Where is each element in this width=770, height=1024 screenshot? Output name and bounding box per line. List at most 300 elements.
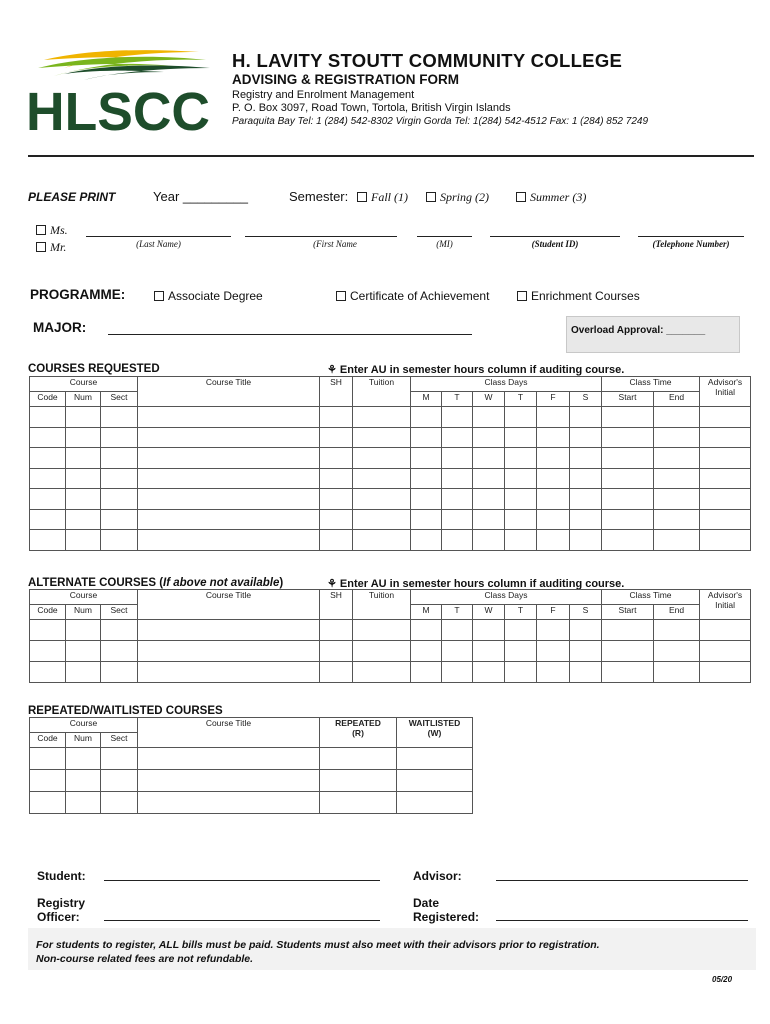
logo-text: HLSCC	[26, 82, 210, 136]
table-cell[interactable]	[537, 509, 570, 530]
table-cell[interactable]	[411, 530, 442, 551]
table-cell[interactable]	[700, 509, 751, 530]
table-cell[interactable]	[353, 448, 411, 469]
table-cell[interactable]	[570, 620, 602, 641]
table-cell[interactable]	[138, 407, 320, 428]
table-cell[interactable]	[101, 427, 138, 448]
table-cell[interactable]	[537, 468, 570, 489]
table-cell[interactable]	[570, 468, 602, 489]
last-name-label: (Last Name)	[136, 239, 181, 249]
table-row	[30, 620, 751, 641]
table-cell[interactable]	[101, 770, 138, 792]
table-cell[interactable]	[353, 407, 411, 428]
table-cell[interactable]	[353, 468, 411, 489]
table-cell[interactable]	[320, 641, 353, 662]
table-cell[interactable]	[353, 641, 411, 662]
sh-header: SH	[320, 377, 353, 407]
table-cell[interactable]	[66, 407, 101, 428]
code-header: Code	[30, 605, 66, 620]
student-id-label: (Student ID)	[531, 239, 579, 249]
table-cell[interactable]	[101, 468, 138, 489]
alternate-audit-note-text: Enter AU in semester hours column if auditing course.	[339, 578, 625, 590]
table-cell[interactable]	[320, 448, 353, 469]
table-cell[interactable]	[505, 489, 537, 510]
footer-line-1: For students to register, ALL bills must be paid. Students must also meet with their advisors prior to registration.	[36, 939, 600, 951]
day-header: W	[473, 392, 505, 407]
table-row	[30, 530, 751, 551]
mr-checkbox[interactable]	[36, 242, 46, 252]
audit-note-text: Enter AU in semester hours column if auditing course.	[339, 364, 625, 376]
associate-checkbox[interactable]	[154, 291, 164, 301]
table-cell[interactable]	[30, 509, 66, 530]
table-row	[30, 489, 751, 510]
table-cell[interactable]	[442, 468, 473, 489]
table-cell[interactable]	[138, 770, 320, 792]
contact-numbers: Paraquita Bay Tel: 1 (284) 542-8302 Virgin Gorda Tel: 1(284) 542-4512 Fax: 1 (284) 852 7249	[232, 116, 649, 127]
student-signature-label: Student:	[37, 869, 86, 883]
sh-header: SH	[320, 590, 353, 620]
table-cell[interactable]	[473, 489, 505, 510]
table-cell[interactable]	[473, 468, 505, 489]
table-cell[interactable]	[411, 427, 442, 448]
date-label: Date	[413, 896, 440, 910]
table-cell[interactable]	[320, 468, 353, 489]
summer-checkbox[interactable]	[516, 192, 526, 202]
advisor-initial-header: Advisor's Initial	[700, 377, 751, 407]
table-cell[interactable]	[602, 468, 654, 489]
table-cell[interactable]	[66, 427, 101, 448]
spring-label: Spring (2)	[440, 190, 489, 204]
footer-line-2: Non-course related fees are not refundable.	[36, 953, 254, 965]
table-cell[interactable]	[138, 748, 320, 770]
day-header: T	[442, 605, 473, 620]
table-cell[interactable]	[700, 407, 751, 428]
major-line[interactable]	[108, 334, 472, 335]
table-row	[30, 448, 751, 469]
table-cell[interactable]	[101, 530, 138, 551]
table-cell[interactable]	[320, 427, 353, 448]
table-cell[interactable]	[353, 662, 411, 683]
programme-certificate-option[interactable]	[336, 289, 489, 303]
table-cell[interactable]	[602, 620, 654, 641]
table-cell[interactable]	[101, 620, 138, 641]
table-cell[interactable]	[505, 641, 537, 662]
waitlisted-label: WAITLISTED	[408, 718, 461, 728]
header-row	[30, 377, 751, 392]
courses-requested-table	[29, 376, 751, 551]
table-cell[interactable]	[654, 468, 700, 489]
table-cell[interactable]	[602, 530, 654, 551]
table-cell[interactable]	[473, 407, 505, 428]
table-cell[interactable]	[66, 489, 101, 510]
title-ms-option[interactable]	[36, 223, 68, 238]
address: P. O. Box 3097, Road Town, Tortola, British Virgin Islands	[232, 102, 511, 114]
table-cell[interactable]	[537, 427, 570, 448]
advisor-signature-label: Advisor:	[413, 869, 462, 883]
table-cell[interactable]	[30, 468, 66, 489]
table-cell[interactable]	[411, 662, 442, 683]
header-row	[30, 718, 473, 733]
table-cell[interactable]	[138, 662, 320, 683]
semester-label: Semester:	[289, 189, 349, 204]
table-cell[interactable]	[320, 620, 353, 641]
table-row	[30, 427, 751, 448]
table-cell[interactable]	[138, 792, 320, 814]
table-cell[interactable]	[442, 620, 473, 641]
table-cell[interactable]	[700, 489, 751, 510]
programme-enrichment-option[interactable]	[517, 289, 640, 303]
title-mr-option[interactable]	[36, 240, 66, 255]
form-title: ADVISING & REGISTRATION FORM	[232, 72, 460, 87]
associate-label: Associate Degree	[168, 289, 263, 303]
table-cell[interactable]	[602, 509, 654, 530]
repeated-waitlisted-table	[29, 717, 473, 814]
semester-spring-option[interactable]	[426, 190, 489, 205]
table-cell[interactable]	[66, 448, 101, 469]
table-cell[interactable]	[473, 530, 505, 551]
class-time-header: Class Time	[602, 377, 700, 392]
table-cell[interactable]	[654, 641, 700, 662]
table-cell[interactable]	[654, 407, 700, 428]
day-header: W	[473, 605, 505, 620]
telephone-label: (Telephone Number)	[652, 239, 730, 249]
waitlisted-header	[397, 718, 473, 748]
num-header: Num	[66, 605, 101, 620]
code-header: Code	[30, 392, 66, 407]
table-cell[interactable]	[411, 448, 442, 469]
table-cell[interactable]	[505, 620, 537, 641]
table-cell[interactable]	[353, 489, 411, 510]
table-cell[interactable]	[66, 792, 101, 814]
table-cell[interactable]	[320, 489, 353, 510]
certificate-label: Certificate of Achievement	[350, 289, 490, 303]
table-cell[interactable]	[411, 468, 442, 489]
major-label: MAJOR:	[33, 320, 87, 335]
start-header: Start	[602, 605, 654, 620]
num-header: Num	[66, 733, 101, 748]
table-cell[interactable]	[138, 468, 320, 489]
day-header: T	[442, 392, 473, 407]
table-cell[interactable]	[602, 427, 654, 448]
table-cell[interactable]	[602, 407, 654, 428]
registry-officer-line[interactable]	[104, 920, 380, 921]
repeated-waitlisted-heading: REPEATED/WAITLISTED COURSES	[28, 705, 223, 717]
day-header: M	[411, 605, 442, 620]
table-cell[interactable]	[700, 530, 751, 551]
please-print-label: PLEASE PRINT	[28, 190, 116, 204]
table-cell[interactable]	[505, 468, 537, 489]
table-row	[30, 662, 751, 683]
table-cell[interactable]	[138, 427, 320, 448]
table-cell[interactable]	[320, 748, 397, 770]
certificate-checkbox[interactable]	[336, 291, 346, 301]
first-name-label: (First Name	[313, 239, 357, 249]
table-cell[interactable]	[602, 662, 654, 683]
table-cell[interactable]	[654, 448, 700, 469]
table-cell[interactable]	[537, 620, 570, 641]
table-cell[interactable]	[30, 792, 66, 814]
table-cell[interactable]	[654, 509, 700, 530]
table-cell[interactable]	[442, 489, 473, 510]
alternate-title-italic: If above not available	[163, 577, 280, 589]
table-row	[30, 748, 473, 770]
table-cell[interactable]	[138, 641, 320, 662]
course-header: Course	[30, 377, 138, 392]
table-cell[interactable]	[505, 662, 537, 683]
table-cell[interactable]	[101, 448, 138, 469]
advisor-initial-header: Advisor's Initial	[700, 590, 751, 620]
waitlisted-code: (W)	[427, 728, 442, 738]
table-row	[30, 770, 473, 792]
semester-fall-option[interactable]	[357, 190, 408, 205]
telephone-line[interactable]	[638, 236, 744, 237]
day-header: M	[411, 392, 442, 407]
table-cell[interactable]	[654, 427, 700, 448]
overload-approval-label[interactable]: Overload Approval: _______	[571, 325, 706, 336]
table-cell[interactable]	[442, 641, 473, 662]
table-cell[interactable]	[570, 662, 602, 683]
table-cell[interactable]	[30, 770, 66, 792]
table-cell[interactable]	[442, 530, 473, 551]
table-cell[interactable]	[654, 530, 700, 551]
enrichment-label: Enrichment Courses	[531, 289, 640, 303]
table-row	[30, 468, 751, 489]
mi-label: (MI)	[436, 239, 453, 249]
fall-label: Fall (1)	[371, 190, 408, 204]
college-name: H. LAVITY STOUTT COMMUNITY COLLEGE	[232, 50, 623, 71]
table-cell[interactable]	[397, 770, 473, 792]
end-header: End	[654, 605, 700, 620]
table-cell[interactable]	[505, 509, 537, 530]
table-cell[interactable]	[30, 748, 66, 770]
tuition-header: Tuition	[353, 377, 411, 407]
last-name-line[interactable]	[86, 236, 231, 237]
table-cell[interactable]	[411, 489, 442, 510]
course-header: Course	[30, 590, 138, 605]
day-header: T	[505, 392, 537, 407]
table-cell[interactable]	[353, 427, 411, 448]
header-row	[30, 590, 751, 605]
table-cell[interactable]	[66, 662, 101, 683]
sect-header: Sect	[101, 392, 138, 407]
repeated-header	[320, 718, 397, 748]
table-cell[interactable]	[138, 489, 320, 510]
ms-checkbox[interactable]	[36, 225, 46, 235]
table-cell[interactable]	[397, 748, 473, 770]
table-cell[interactable]	[505, 407, 537, 428]
repeated-label: REPEATED	[335, 718, 381, 728]
student-signature-line[interactable]	[104, 880, 380, 881]
table-cell[interactable]	[30, 620, 66, 641]
table-cell[interactable]	[602, 641, 654, 662]
audit-note	[327, 363, 624, 376]
table-cell[interactable]	[30, 489, 66, 510]
spring-checkbox[interactable]	[426, 192, 436, 202]
student-id-line[interactable]	[490, 236, 620, 237]
header-divider	[28, 155, 754, 157]
table-cell[interactable]	[101, 489, 138, 510]
table-cell[interactable]	[101, 641, 138, 662]
table-cell[interactable]	[537, 489, 570, 510]
repeated-code: (R)	[352, 728, 364, 738]
table-cell[interactable]	[505, 427, 537, 448]
table-cell[interactable]	[353, 530, 411, 551]
table-cell[interactable]	[66, 530, 101, 551]
course-title-header: Course Title	[138, 377, 320, 407]
table-cell[interactable]	[442, 662, 473, 683]
programme-associate-option[interactable]	[154, 289, 263, 303]
ms-label: Ms.	[50, 223, 68, 237]
code-header: Code	[30, 733, 66, 748]
day-header: F	[537, 605, 570, 620]
table-cell[interactable]	[101, 509, 138, 530]
enrichment-checkbox[interactable]	[517, 291, 527, 301]
semester-summer-option[interactable]	[516, 190, 586, 205]
table-cell[interactable]	[101, 662, 138, 683]
table-cell[interactable]	[570, 448, 602, 469]
day-header: F	[537, 392, 570, 407]
class-days-header: Class Days	[411, 590, 602, 605]
table-cell[interactable]	[30, 641, 66, 662]
table-cell[interactable]	[700, 468, 751, 489]
registry-officer-label	[37, 896, 85, 924]
table-cell[interactable]	[700, 427, 751, 448]
table-cell[interactable]	[397, 792, 473, 814]
table-cell[interactable]	[320, 662, 353, 683]
table-cell[interactable]	[570, 427, 602, 448]
table-cell[interactable]	[700, 662, 751, 683]
table-row	[30, 407, 751, 428]
form-revision-code: 05/20	[712, 975, 733, 984]
table-cell[interactable]	[442, 448, 473, 469]
table-cell[interactable]	[411, 620, 442, 641]
table-cell[interactable]	[411, 407, 442, 428]
registered-label: Registered:	[413, 910, 480, 924]
table-cell[interactable]	[66, 509, 101, 530]
class-time-header: Class Time	[602, 590, 700, 605]
day-header: S	[570, 392, 602, 407]
table-cell[interactable]	[473, 509, 505, 530]
table-cell[interactable]	[473, 448, 505, 469]
overload-approval-box	[566, 316, 740, 353]
officer-label: Officer:	[37, 910, 80, 924]
summer-label: Summer (3)	[530, 190, 587, 204]
table-cell[interactable]	[320, 770, 397, 792]
sect-header: Sect	[101, 733, 138, 748]
table-cell[interactable]	[30, 407, 66, 428]
mr-label: Mr.	[50, 240, 67, 254]
course-header: Course	[30, 718, 138, 733]
fall-checkbox[interactable]	[357, 192, 367, 202]
table-cell[interactable]	[66, 770, 101, 792]
table-cell[interactable]	[700, 620, 751, 641]
date-registered-line[interactable]	[496, 920, 748, 921]
start-header: Start	[602, 392, 654, 407]
alternate-title-end: )	[279, 577, 284, 589]
table-cell[interactable]	[66, 468, 101, 489]
table-cell[interactable]	[570, 530, 602, 551]
plant-icon: ⚘	[327, 364, 340, 376]
table-cell[interactable]	[570, 509, 602, 530]
year-field[interactable]: Year _________	[153, 189, 248, 204]
table-cell[interactable]	[320, 792, 397, 814]
table-cell[interactable]	[30, 427, 66, 448]
table-cell[interactable]	[537, 448, 570, 469]
table-cell[interactable]	[700, 448, 751, 469]
first-name-line[interactable]	[245, 236, 397, 237]
table-cell[interactable]	[505, 448, 537, 469]
table-cell[interactable]	[66, 641, 101, 662]
table-cell[interactable]	[101, 792, 138, 814]
plant-icon: ⚘	[327, 578, 340, 590]
table-cell[interactable]	[537, 662, 570, 683]
table-cell[interactable]	[30, 530, 66, 551]
table-cell[interactable]	[505, 530, 537, 551]
table-cell[interactable]	[537, 641, 570, 662]
table-cell[interactable]	[442, 509, 473, 530]
table-cell[interactable]	[30, 448, 66, 469]
sect-header: Sect	[101, 605, 138, 620]
hlscc-logo	[24, 46, 214, 136]
date-registered-label	[413, 896, 479, 924]
table-cell[interactable]	[353, 620, 411, 641]
table-cell[interactable]	[570, 489, 602, 510]
table-cell[interactable]	[602, 448, 654, 469]
table-cell[interactable]	[138, 448, 320, 469]
day-header: S	[570, 605, 602, 620]
table-cell[interactable]	[101, 748, 138, 770]
table-cell[interactable]	[473, 641, 505, 662]
department: Registry and Enrolment Management	[232, 89, 415, 101]
table-cell[interactable]	[654, 662, 700, 683]
table-cell[interactable]	[537, 530, 570, 551]
table-cell[interactable]	[473, 427, 505, 448]
table-cell[interactable]	[700, 641, 751, 662]
table-cell[interactable]	[30, 662, 66, 683]
table-cell[interactable]	[320, 509, 353, 530]
table-cell[interactable]	[66, 620, 101, 641]
class-days-header: Class Days	[411, 377, 602, 392]
table-cell[interactable]	[411, 641, 442, 662]
table-cell[interactable]	[570, 641, 602, 662]
mi-line[interactable]	[417, 236, 472, 237]
table-cell[interactable]	[602, 489, 654, 510]
table-cell[interactable]	[442, 427, 473, 448]
table-cell[interactable]	[654, 489, 700, 510]
table-cell[interactable]	[654, 620, 700, 641]
table-cell[interactable]	[66, 748, 101, 770]
table-cell[interactable]	[353, 509, 411, 530]
table-cell[interactable]	[320, 407, 353, 428]
registry-label: Registry	[37, 896, 86, 910]
table-cell[interactable]	[138, 509, 320, 530]
advisor-signature-line[interactable]	[496, 880, 748, 881]
table-cell[interactable]	[473, 662, 505, 683]
table-row	[30, 792, 473, 814]
table-cell[interactable]	[442, 407, 473, 428]
table-cell[interactable]	[570, 407, 602, 428]
footer-notice	[36, 938, 600, 966]
table-cell[interactable]	[138, 530, 320, 551]
table-cell[interactable]	[138, 620, 320, 641]
table-cell[interactable]	[411, 509, 442, 530]
table-cell[interactable]	[320, 530, 353, 551]
table-cell[interactable]	[537, 407, 570, 428]
day-header: T	[505, 605, 537, 620]
table-cell[interactable]	[101, 407, 138, 428]
alternate-title: ALTERNATE COURSES (	[28, 577, 164, 589]
table-cell[interactable]	[473, 620, 505, 641]
